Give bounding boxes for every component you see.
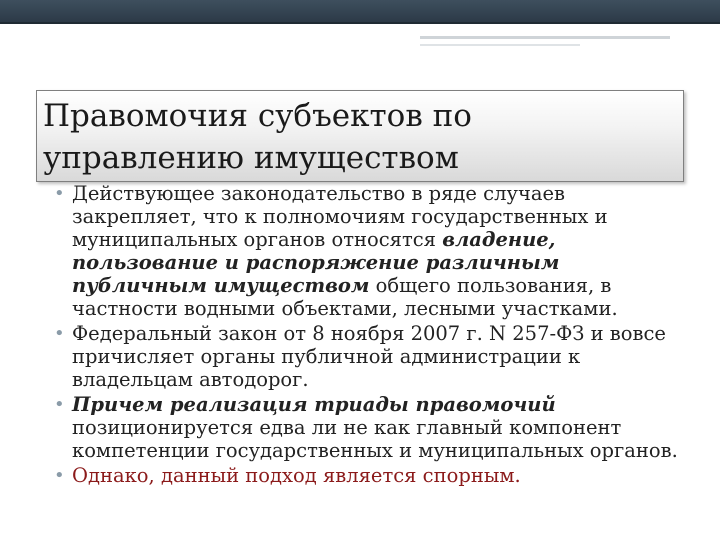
bullet-item [54, 322, 694, 391]
bullet-emphasis: Причем реализация триады правомочий [72, 393, 556, 416]
bullet-text: Федеральный закон от 8 ноября 2007 г. N 257-ФЗ и вовсе причисляет органы публичной администрации к владельцам автодорог. [72, 322, 666, 391]
bullet-text: общего пользования, в частности водными объектами, лесными участками. [72, 274, 618, 320]
title-line: управлению имуществом [43, 140, 459, 176]
title-line: Правомочия субъектов по [43, 98, 472, 134]
bullet-icon: • [54, 394, 65, 415]
bullet-emphasis: владение, пользование и распоряжение различным публичным имуществом [72, 228, 560, 297]
top-bar [0, 0, 720, 24]
bullet-item [54, 464, 694, 487]
bullet-text: позиционируется едва ли не как главный компонент компетенции государственных и муниципальных органов. [72, 416, 678, 462]
bullet-icon: • [54, 465, 65, 486]
decorative-line [420, 44, 580, 46]
slide-title-box [36, 90, 684, 182]
bullet-icon: • [54, 183, 65, 204]
bullet-highlight: Однако, данный подход является спорным. [72, 464, 521, 487]
bullet-item [54, 393, 694, 462]
decorative-line [420, 36, 670, 39]
bullet-text: Действующее законодательство в ряде случаев закрепляет, что к полномочиям государственных и муниципальных органов относятся [72, 182, 608, 251]
bullet-icon: • [54, 323, 65, 344]
slide-title [43, 95, 503, 179]
bullet-list [54, 182, 694, 489]
bullet-item [54, 182, 694, 320]
